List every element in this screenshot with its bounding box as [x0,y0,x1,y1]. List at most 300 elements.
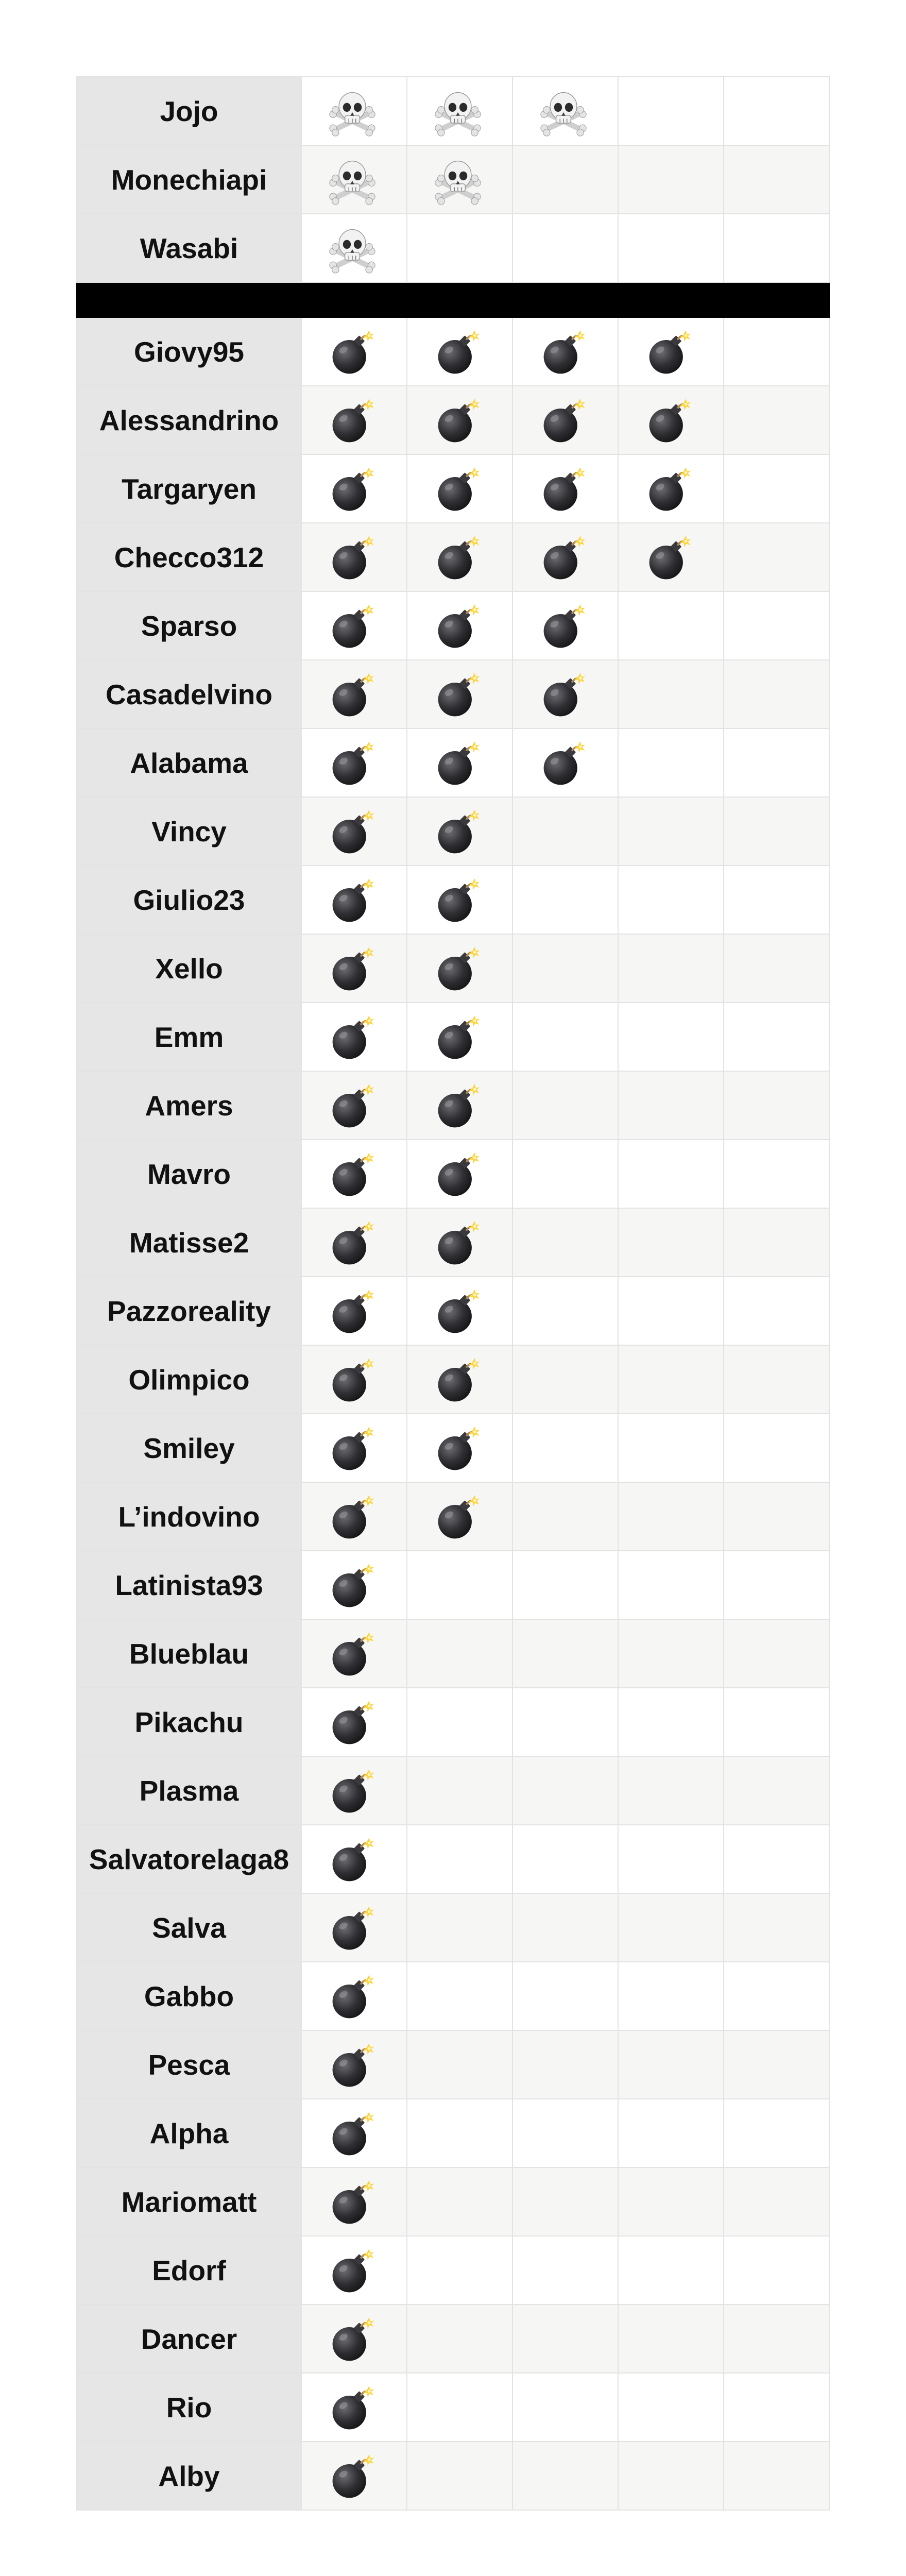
table-row [77,1345,829,1414]
player-name: Xello [77,934,301,1003]
table-row [77,1825,829,1893]
bomb-icon [433,602,483,652]
bomb-icon [433,397,483,446]
mark-cell [407,2167,512,2236]
mark-cell [724,2442,829,2510]
table-row [77,934,829,1003]
mark-cell [301,1893,407,1962]
mark-cell [301,591,407,660]
player-name: Mariomatt [77,2167,301,2236]
player-name: Alabama [77,728,301,797]
mark-cell [301,386,407,454]
bomb-icon [328,1013,377,1063]
mark-cell [301,728,407,797]
mark-cell [512,1825,618,1893]
player-name: Targaryen [77,454,301,523]
mark-cell [724,1345,829,1414]
mark-cell [407,2373,512,2442]
bomb-icon [433,808,483,857]
player-name: Emm [77,1003,301,1071]
mark-cell [407,386,512,454]
player-name: Giovy95 [77,317,301,386]
mark-cell [512,1208,618,1277]
divider-bar [77,282,829,317]
bomb-icon [328,1836,377,1885]
mark-cell [301,2030,407,2099]
mark-cell [407,1551,512,1619]
bomb-icon [328,2178,377,2228]
mark-cell [512,1277,618,1345]
mark-cell [724,1071,829,1140]
bomb-icon [433,1150,483,1200]
bomb-icon [328,1493,377,1543]
player-name: Pazzoreality [77,1277,301,1345]
mark-cell [301,660,407,728]
mark-cell [301,1619,407,1688]
table-row [77,1893,829,1962]
mark-cell [618,1414,724,1482]
table-row [77,454,829,523]
mark-cell [512,454,618,523]
mark-cell [512,145,618,214]
mark-cell [618,1756,724,1825]
player-name: Olimpico [77,1345,301,1414]
mark-cell [618,1277,724,1345]
bomb-icon [328,1082,377,1131]
table-row [77,1277,829,1345]
mark-cell [618,1962,724,2030]
section-divider [77,282,829,317]
mark-cell [407,454,512,523]
mark-cell [618,2030,724,2099]
mark-cell [618,1893,724,1962]
mark-cell [512,1003,618,1071]
table-row [77,2373,829,2442]
bomb-icon [433,1219,483,1268]
mark-cell [724,1893,829,1962]
mark-cell [724,1756,829,1825]
mark-cell [301,934,407,1003]
mark-cell [618,591,724,660]
player-name: Matisse2 [77,1208,301,1277]
mark-cell [407,1619,512,1688]
mark-cell [301,214,407,282]
mark-cell [724,77,829,145]
mark-cell [724,934,829,1003]
mark-cell [512,1482,618,1551]
mark-cell [618,866,724,934]
mark-cell [512,2167,618,2236]
bomb-icon [539,465,588,515]
mark-cell [618,1825,724,1893]
mark-cell [301,317,407,386]
mark-cell [724,1482,829,1551]
skull-and-crossbones-icon [433,156,483,206]
mark-cell [301,1962,407,2030]
mark-cell [407,1688,512,1756]
mark-cell [512,660,618,728]
bomb-icon [433,739,483,789]
player-name: Alby [77,2442,301,2510]
player-name: Mavro [77,1140,301,1208]
skull-and-crossbones-icon [328,225,377,274]
mark-cell [407,591,512,660]
mark-cell [618,454,724,523]
bomb-icon [328,2315,377,2365]
bomb-icon [328,1356,377,1405]
player-name: Salvatorelaga8 [77,1825,301,1893]
mark-cell [618,1345,724,1414]
mark-cell [407,2099,512,2167]
bomb-icon [328,2452,377,2502]
mark-cell [301,1277,407,1345]
mark-cell [301,1003,407,1071]
mark-cell [407,2236,512,2304]
mark-cell [618,1208,724,1277]
mark-cell [618,2373,724,2442]
bomb-icon [328,1562,377,1611]
mark-cell [724,728,829,797]
player-name: Plasma [77,1756,301,1825]
mark-cell [407,1345,512,1414]
player-name: Salva [77,1893,301,1962]
player-name: Blueblau [77,1619,301,1688]
skull-and-crossbones-icon [328,156,377,206]
bomb-icon [539,328,588,378]
player-name: Vincy [77,797,301,866]
bomb-icon [328,671,377,720]
scoreboard-body [77,77,829,2510]
mark-cell [724,2167,829,2236]
player-name: Dancer [77,2304,301,2373]
table-row [77,2236,829,2304]
mark-cell [301,2236,407,2304]
mark-cell [407,145,512,214]
bomb-icon [328,808,377,857]
mark-cell [512,77,618,145]
bomb-icon [328,328,377,378]
table-row [77,77,829,145]
mark-cell [618,728,724,797]
mark-cell [301,2099,407,2167]
mark-cell [301,1688,407,1756]
mark-cell [724,523,829,591]
mark-cell [407,1893,512,1962]
mark-cell [724,386,829,454]
mark-cell [618,2236,724,2304]
mark-cell [618,2167,724,2236]
mark-cell [301,1414,407,1482]
mark-cell [618,1071,724,1140]
player-name: Pesca [77,2030,301,2099]
table-row [77,591,829,660]
mark-cell [512,1688,618,1756]
mark-cell [618,317,724,386]
mark-cell [407,2030,512,2099]
mark-cell [512,386,618,454]
skull-and-crossbones-icon [539,88,588,137]
mark-cell [407,660,512,728]
mark-cell [301,2373,407,2442]
bomb-icon [328,2110,377,2159]
bomb-icon [433,1013,483,1063]
bomb-icon [328,1630,377,1680]
mark-cell [407,797,512,866]
bomb-icon [328,602,377,652]
mark-cell [618,1688,724,1756]
mark-cell [512,934,618,1003]
bomb-icon [433,671,483,720]
mark-cell [512,2030,618,2099]
bomb-icon [433,465,483,515]
mark-cell [301,145,407,214]
bomb-icon [328,397,377,446]
bomb-icon [328,2247,377,2296]
mark-cell [407,1825,512,1893]
player-name: Edorf [77,2236,301,2304]
table-row [77,2167,829,2236]
mark-cell [724,214,829,282]
mark-cell [724,1551,829,1619]
mark-cell [301,1208,407,1277]
mark-cell [512,1071,618,1140]
mark-cell [618,1140,724,1208]
mark-cell [407,214,512,282]
mark-cell [724,2373,829,2442]
player-name: Alpha [77,2099,301,2167]
bomb-icon [328,739,377,789]
player-name: Smiley [77,1414,301,1482]
mark-cell [724,1140,829,1208]
table-row [77,1688,829,1756]
mark-cell [512,523,618,591]
table-row [77,1619,829,1688]
bomb-icon [644,328,694,378]
player-name: Sparso [77,591,301,660]
bomb-icon [328,2384,377,2433]
mark-cell [512,2236,618,2304]
mark-cell [724,1688,829,1756]
mark-cell [512,2304,618,2373]
table-row [77,317,829,386]
bomb-icon [539,602,588,652]
mark-cell [512,1756,618,1825]
table-row [77,2304,829,2373]
bomb-icon [328,876,377,926]
player-name: Monechiapi [77,145,301,214]
mark-cell [724,1003,829,1071]
mark-cell [618,2304,724,2373]
mark-cell [618,386,724,454]
bomb-icon [328,1425,377,1474]
table-row [77,145,829,214]
mark-cell [512,1414,618,1482]
mark-cell [618,1003,724,1071]
mark-cell [407,1962,512,2030]
bomb-icon [433,945,483,994]
mark-cell [724,1414,829,1482]
bomb-icon [644,534,694,583]
mark-cell [407,1414,512,1482]
mark-cell [724,1208,829,1277]
player-name: Casadelvino [77,660,301,728]
mark-cell [724,797,829,866]
mark-cell [407,1071,512,1140]
mark-cell [512,1619,618,1688]
player-name: Latinista93 [77,1551,301,1619]
mark-cell [301,2304,407,2373]
bomb-icon [328,534,377,583]
table-row [77,2099,829,2167]
mark-cell [512,1345,618,1414]
bomb-icon [328,1219,377,1268]
bomb-icon [644,465,694,515]
bomb-icon [644,397,694,446]
player-name: Gabbo [77,1962,301,2030]
bomb-icon [328,465,377,515]
table-row [77,523,829,591]
table-row [77,1208,829,1277]
mark-cell [724,660,829,728]
mark-cell [512,2099,618,2167]
player-name: Wasabi [77,214,301,282]
player-name: Amers [77,1071,301,1140]
mark-cell [301,2442,407,2510]
mark-cell [407,1277,512,1345]
bomb-icon [433,1425,483,1474]
bomb-icon [539,397,588,446]
mark-cell [512,1551,618,1619]
skull-and-crossbones-icon [328,88,377,137]
mark-cell [512,317,618,386]
bomb-icon [328,1973,377,2022]
mark-cell [724,1619,829,1688]
table-row [77,728,829,797]
mark-cell [724,454,829,523]
mark-cell [618,797,724,866]
mark-cell [512,591,618,660]
mark-cell [618,214,724,282]
mark-cell [407,934,512,1003]
mark-cell [407,2442,512,2510]
bomb-icon [328,1904,377,1954]
mark-cell [618,1619,724,1688]
mark-cell [618,1482,724,1551]
mark-cell [301,797,407,866]
mark-cell [512,1893,618,1962]
bomb-icon [539,671,588,720]
bomb-icon [328,1287,377,1337]
mark-cell [512,214,618,282]
mark-cell [724,591,829,660]
mark-cell [724,1277,829,1345]
player-name: Checco312 [77,523,301,591]
table-row [77,866,829,934]
bomb-icon [328,945,377,994]
bomb-icon [433,1493,483,1543]
mark-cell [407,1482,512,1551]
table-row [77,2442,829,2510]
mark-cell [301,1756,407,1825]
mark-cell [301,1071,407,1140]
table-row [77,386,829,454]
player-name: Giulio23 [77,866,301,934]
mark-cell [512,2373,618,2442]
table-row [77,1414,829,1482]
mark-cell [301,1140,407,1208]
mark-cell [301,1482,407,1551]
table-row [77,1756,829,1825]
bomb-icon [433,1287,483,1337]
bomb-icon [433,1082,483,1131]
table-row [77,1003,829,1071]
mark-cell [618,660,724,728]
table-row [77,214,829,282]
player-name: Jojo [77,77,301,145]
mark-cell [724,2304,829,2373]
mark-cell [407,77,512,145]
mark-cell [407,1003,512,1071]
mark-cell [618,934,724,1003]
player-name: Alessandrino [77,386,301,454]
mark-cell [407,1140,512,1208]
mark-cell [512,728,618,797]
mark-cell [618,1551,724,1619]
mark-cell [724,2236,829,2304]
player-name: Pikachu [77,1688,301,1756]
mark-cell [301,454,407,523]
mark-cell [301,1345,407,1414]
mark-cell [301,866,407,934]
bomb-icon [433,534,483,583]
bomb-icon [433,328,483,378]
mark-cell [512,1962,618,2030]
mark-cell [724,866,829,934]
table-row [77,1071,829,1140]
mark-cell [512,1140,618,1208]
table-row [77,660,829,728]
player-name: L’indovino [77,1482,301,1551]
table-row [77,797,829,866]
mark-cell [724,317,829,386]
mark-cell [512,797,618,866]
mark-cell [301,1825,407,1893]
mark-cell [301,523,407,591]
mark-cell [724,2099,829,2167]
bomb-icon [539,739,588,789]
mark-cell [407,523,512,591]
mark-cell [618,2442,724,2510]
mark-cell [618,77,724,145]
mark-cell [618,145,724,214]
mark-cell [407,2304,512,2373]
player-name: Rio [77,2373,301,2442]
mark-cell [407,1756,512,1825]
table-row [77,1962,829,2030]
bomb-icon [328,1150,377,1200]
mark-cell [512,866,618,934]
table-row [77,1140,829,1208]
table-row [77,2030,829,2099]
bomb-icon [539,534,588,583]
bomb-icon [433,1356,483,1405]
table-row [77,1551,829,1619]
mark-cell [724,145,829,214]
mark-cell [724,2030,829,2099]
mark-cell [407,317,512,386]
mark-cell [724,1825,829,1893]
mark-cell [301,1551,407,1619]
